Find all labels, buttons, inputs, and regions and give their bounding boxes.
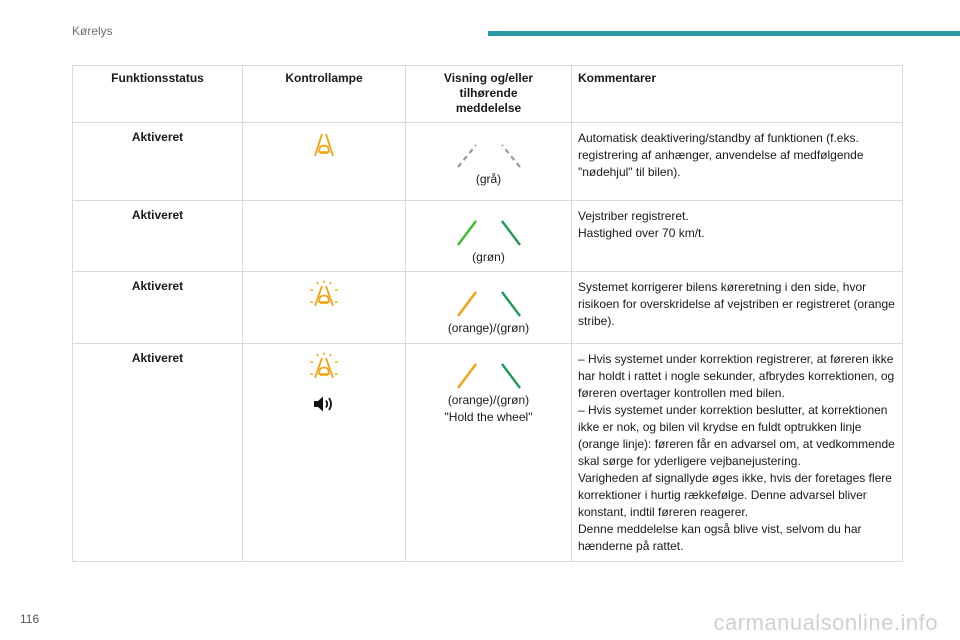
status-cell: Aktiveret: [73, 272, 243, 344]
status-cell: Aktiveret: [73, 201, 243, 272]
visual-cell: [406, 123, 572, 201]
page-number: 116: [20, 612, 40, 626]
table-header-row: [73, 66, 903, 123]
status-cell: Aktiveret: [73, 344, 243, 562]
speaker-icon: [313, 395, 335, 416]
comment-cell: – Hvis systemet under korrektion registrerer, at føreren ikke har holdt i rattet i nogle sekunder, afbrydes korrektionen, og føreren overtager kontrollen med bilen. – Hvis systemet under korrektion beslutter, at korrektionen ikke er nok, og bilen vil krydse en fuldt optrukken linje (orange linje): føreren får en advarsel om, at vedkommende skal sørge for yderligere vejbanejustering. Varigheden af signallyde øges ikke, hvis der foretages flere korrektioner i hurtig rækkefølge. Denne advarsel bliver konstant, indtil føreren reagerer. Denne meddelelse kan også blive vist, selvom du har hænderne på rattet.: [572, 344, 903, 562]
comment-cell: Vejstriber registreret. Hastighed over 70 km/t.: [572, 201, 903, 272]
lane-assist-icon: [309, 131, 339, 160]
comment-cell: Automatisk deaktivering/standby af funktionen (f.eks. registrering af anhænger, anvendelse af medfølgende "nødehjul" til bilen).: [572, 123, 903, 201]
col-header-visual: [406, 66, 572, 123]
lane-lines-orange-green-graphic: [454, 358, 524, 390]
watermark: carmanualsonline.info: [713, 610, 938, 635]
visual-cell: [406, 272, 572, 344]
lamp-cell: [243, 123, 406, 201]
lane-assist-active-icon: [308, 280, 340, 311]
table-row: [73, 201, 903, 272]
header-accent-bar: [488, 31, 960, 36]
col-header-status: Funktionsstatus: [73, 66, 243, 123]
section-title: Kørelys: [72, 24, 113, 38]
visual-caption: (grøn): [472, 250, 505, 264]
lane-lines-green-graphic: [454, 215, 524, 247]
visual-caption: (grå): [475, 172, 502, 186]
function-status-table: [72, 65, 903, 562]
lamp-cell: [243, 344, 406, 562]
status-cell: Aktiveret: [73, 123, 243, 201]
col-header-lamp: Kontrollampe: [243, 66, 406, 123]
lane-lines-grey-graphic: [454, 137, 524, 169]
table-row: [73, 344, 903, 562]
visual-caption: (orange)/(grøn): [447, 321, 530, 335]
lane-lines-orange-green-graphic: [454, 286, 524, 318]
visual-cell: [406, 201, 572, 272]
lane-assist-active-icon: [308, 352, 340, 383]
table-row: [73, 123, 903, 201]
table-row: [73, 272, 903, 344]
visual-caption: (orange)/(grøn) "Hold the wheel": [444, 393, 533, 424]
lamp-cell: [243, 201, 406, 272]
lamp-cell: [243, 272, 406, 344]
comment-cell: Systemet korrigerer bilens køreretning i den side, hvor risikoen for overskridelse af vejstriben er registreret (orange stribe).: [572, 272, 903, 344]
visual-cell: [406, 344, 572, 562]
col-header-visual-text: Visning og/eller tilhørende meddelelse: [443, 71, 534, 115]
col-header-comment: Kommentarer: [572, 66, 903, 123]
